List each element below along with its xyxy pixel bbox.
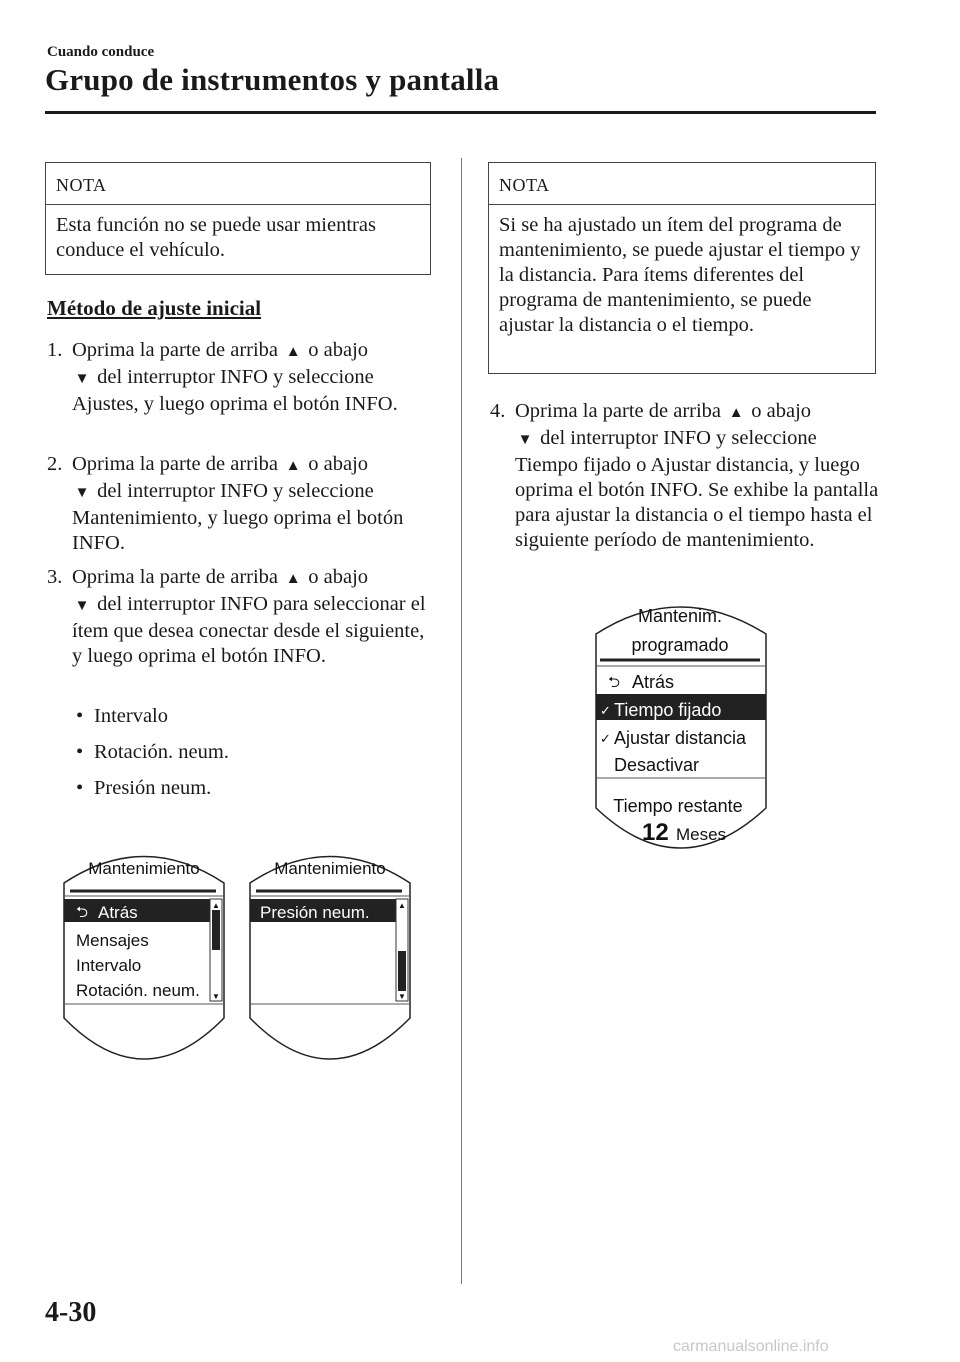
checkmark-icon: ✓ — [600, 703, 611, 718]
step-text-pre: Oprima la parte de arriba — [72, 453, 279, 475]
step-text-post: del interruptor INFO y seleccione Ajustes, y luego oprima el botón INFO. — [72, 366, 398, 415]
bullet-item — [76, 740, 229, 765]
menu-item-desactivar: Desactivar — [614, 755, 700, 775]
note-title: NOTA — [46, 163, 430, 205]
menu-item-atras: Atrás — [98, 903, 138, 922]
note-box-right — [488, 162, 876, 374]
menu-item-rotacion: Rotación. neum. — [76, 981, 200, 1000]
step-text-mid: o abajo — [751, 400, 812, 422]
subheading: Método de ajuste inicial — [47, 296, 262, 320]
scroll-up-icon: ▲ — [212, 901, 220, 910]
title-rule — [45, 111, 876, 114]
back-arrow-icon: ⮌ — [76, 904, 89, 921]
step-number: 3. — [47, 566, 63, 588]
page-title: Grupo de instrumentos y pantalla — [45, 62, 500, 97]
down-triangle-icon: ▼ — [74, 485, 90, 501]
scroll-down-icon: ▼ — [212, 992, 220, 1001]
down-triangle-icon: ▼ — [517, 432, 533, 448]
display-illustration-3 — [592, 598, 772, 860]
step-1 — [47, 338, 427, 417]
step-text-mid: o abajo — [308, 453, 369, 475]
checkmark-icon: ✓ — [600, 731, 611, 746]
step-text-pre: Oprima la parte de arriba — [72, 566, 279, 588]
menu-item-tiempo-fijado: Tiempo fijado — [614, 700, 722, 720]
step-4 — [490, 399, 880, 553]
step-3 — [47, 565, 432, 669]
step-number: 1. — [47, 339, 63, 361]
note-title: NOTA — [489, 163, 875, 205]
bullet-text: Presión neum. — [94, 777, 212, 799]
bullet-item — [76, 776, 211, 801]
display-title: Mantenimiento — [88, 859, 200, 878]
up-triangle-icon: ▲ — [285, 571, 301, 587]
step-text-mid: o abajo — [308, 339, 369, 361]
menu-item-mensajes: Mensajes — [76, 931, 149, 950]
up-triangle-icon: ▲ — [728, 405, 744, 421]
display-title-line1: Mantenim. — [637, 606, 723, 626]
scroll-down-icon: ▼ — [398, 992, 406, 1001]
back-arrow-icon: ⮌ — [608, 674, 621, 691]
bullet-item — [76, 704, 168, 729]
menu-item-atras: Atrás — [632, 672, 675, 692]
column-divider — [461, 158, 462, 1284]
note-text: Esta función no se puede usar mientras conduce el vehículo. — [56, 214, 376, 261]
step-text-mid: o abajo — [308, 566, 369, 588]
step-2 — [47, 452, 427, 556]
note-box-left — [45, 162, 431, 275]
watermark: carmanualsonline.info — [673, 1338, 829, 1355]
note-text: Si se ha ajustado un ítem del programa de mantenimiento, se puede ajustar el tiempo y la distancia. Para ítems diferentes del programa de mantenimiento, se puede ajustar la distancia o el tiempo. — [499, 214, 861, 336]
display-illustration-2 — [246, 838, 414, 1070]
down-triangle-icon: ▼ — [74, 371, 90, 387]
scroll-up-icon: ▲ — [398, 901, 406, 910]
section-label: Cuando conduce — [47, 44, 155, 60]
display-outline — [250, 857, 410, 1060]
remaining-unit: Meses — [676, 825, 727, 844]
display-illustration-1 — [60, 838, 228, 1070]
remaining-label: Tiempo restante — [613, 796, 743, 816]
step-number: 2. — [47, 453, 63, 475]
menu-item-intervalo: Intervalo — [76, 956, 142, 975]
bullet-text: Intervalo — [94, 705, 168, 727]
scrollbar-thumb — [398, 951, 406, 991]
step-text-pre: Oprima la parte de arriba — [515, 400, 722, 422]
page-number: 4-30 — [45, 1297, 97, 1328]
up-triangle-icon: ▲ — [285, 344, 301, 360]
menu-item-presion: Presión neum. — [260, 903, 370, 922]
step-text-post: del interruptor INFO para seleccionar el ítem que desea conectar desde el siguiente, y luego oprima el botón INFO. — [72, 593, 426, 667]
down-triangle-icon: ▼ — [74, 598, 90, 614]
bullet-text: Rotación. neum. — [94, 741, 229, 763]
step-text-post: del interruptor INFO y seleccione Tiempo fijado o Ajustar distancia, y luego oprima el botón INFO. Se exhibe la pantalla para ajustar la distancia o el tiempo hasta el siguiente período de mantenimiento. — [515, 427, 879, 551]
step-text-pre: Oprima la parte de arriba — [72, 339, 279, 361]
step-text-post: del interruptor INFO y seleccione Mantenimiento, y luego oprima el botón INFO. — [72, 480, 404, 554]
scrollbar-thumb — [212, 910, 220, 950]
bullet-dot-icon: • — [76, 705, 84, 727]
bullet-dot-icon: • — [76, 777, 84, 799]
step-number: 4. — [490, 400, 506, 422]
remaining-value: 12 — [642, 819, 669, 846]
display-title-line2: programado — [631, 635, 729, 655]
bullet-dot-icon: • — [76, 741, 84, 763]
display-title: Mantenimiento — [274, 859, 386, 878]
up-triangle-icon: ▲ — [285, 458, 301, 474]
menu-item-ajustar-distancia: Ajustar distancia — [614, 728, 747, 748]
